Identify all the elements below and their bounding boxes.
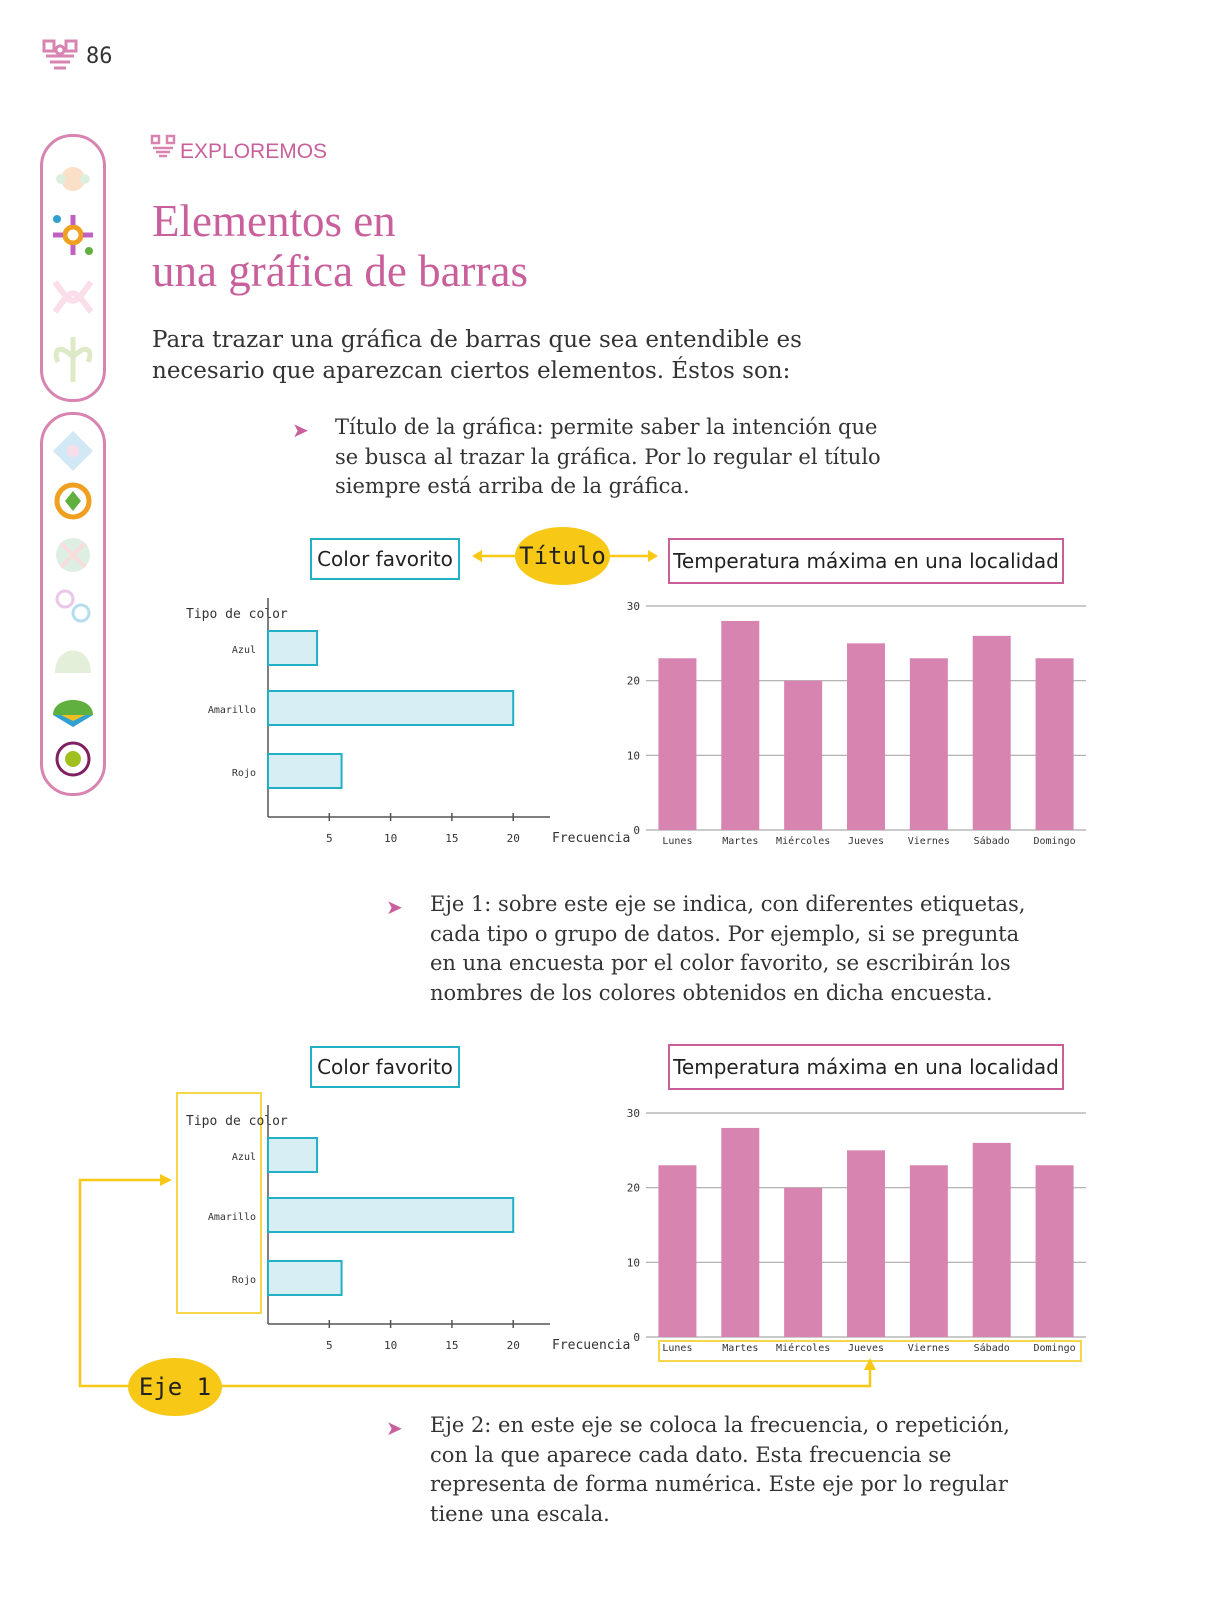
x-axis-label: Frecuencia [552,1338,631,1353]
bar-sábado [973,636,1011,830]
bar-azul [268,631,317,665]
sidebar-icons-bottom [43,415,103,793]
category-label: Amarillo [207,705,256,716]
titulo-callout [515,527,610,585]
bar-domingo [1036,658,1074,830]
favorite-color-chart-2 [180,1103,631,1363]
diamond-icon [53,431,93,471]
bar-miércoles [784,681,822,830]
bar-lunes [658,658,696,830]
category-label: Viernes [907,1343,950,1354]
bullet-titulo: Título de la gráfica: permite saber la intención que se busca al trazar la gráfica. Por lo regular el título siempre está arriba de la gráfica. [335,415,881,498]
intro-paragraph: Para trazar una gráfica de barras que sea entendible es necesario que aparezcan ciertos elementos. Éstos son: [152,327,802,384]
bar-rojo [268,1261,342,1295]
chart1-title-box [310,538,460,580]
chart1-title: Color favorito [317,547,453,571]
bullet-arrow-icon: ➤ [386,895,403,919]
target-icon [57,485,89,517]
temperature-chart-2 [620,1103,1095,1363]
category-label: Lunes [662,1343,693,1354]
sun-figure-icon [53,215,93,255]
category-label: Rojo [231,1275,256,1286]
shell-icon [55,651,91,674]
category-label: Jueves [847,1343,885,1354]
y-axis-label: Tipo de color [186,1114,288,1129]
y-tick-label: 30 [626,600,640,613]
x-tick-label: 20 [506,832,520,845]
category-label: Miércoles [776,1343,831,1354]
knot-icon [55,282,91,312]
bar-jueves [847,643,885,830]
section-ornament-icon [150,134,176,158]
category-label: Viernes [907,836,950,847]
bar-amarillo [268,1198,513,1232]
bar-azul [268,1138,317,1172]
sidebar-strip-top [40,134,106,402]
chart4-title: Temperatura máxima en una localidad [673,1055,1059,1079]
bullet-eje1: Eje 1: sobre este eje se indica, con diferentes etiquetas, cada tipo o grupo de datos. Por ejemplo, si se pregunta en una encuesta por el color favorito, se escribirán los nombres de los colores obtenidos en dicha encuesta. [430,892,1026,1005]
bar-viernes [910,658,948,830]
chart4-title-box [668,1044,1064,1090]
x-tick-label: 15 [445,1339,459,1352]
chart2-title: Temperatura máxima en una localidad [673,549,1059,573]
leaf-figure-icon [56,337,90,382]
y-tick-label: 20 [626,674,640,688]
titulo-callout-label: Título [519,542,606,570]
bullet-eje2: Eje 2: en este eje se coloca la frecuencia, o repetición, con la que aparece cada dato. Esta frecuencia se representa de forma numérica. Este eje por lo regular tiene una escala. [430,1413,1010,1526]
category-label: Jueves [847,836,885,847]
bar-martes [721,621,759,830]
category-label: Miércoles [776,836,831,847]
x-tick-label: 10 [383,1339,398,1352]
title-line-1: Elementos en [152,196,396,246]
category-label: Martes [722,1343,759,1354]
y-tick-label: 30 [626,1107,640,1120]
chart3-title: Color favorito [317,1055,453,1079]
favorite-color-chart [180,596,631,856]
bullet-arrow-icon: ➤ [386,1416,403,1440]
flower-icon [56,167,90,191]
eje1-callout-label: Eje 1 [138,1373,212,1401]
x-tick-label: 20 [506,1339,520,1352]
bullet-arrow-icon: ➤ [292,418,309,442]
bar-viernes [910,1165,948,1337]
bar-sábado [973,1143,1011,1337]
bar-miércoles [784,1188,822,1337]
y-tick-label: 10 [626,1256,640,1270]
chart2-title-box [668,538,1064,584]
category-label: Amarillo [207,1212,256,1223]
page-ornament-icon [40,38,80,74]
section-label: EXPLOREMOS [180,140,328,163]
sidebar-icons-top [43,137,103,399]
y-tick-label: 0 [633,824,640,837]
y-axis-label: Tipo de color [186,607,288,622]
category-label: Lunes [662,836,693,847]
cross-circle-icon [56,538,90,572]
y-tick-label: 0 [633,1331,640,1344]
title-line-2: una gráfica de barras [152,246,529,296]
page-number: 86 [86,44,113,69]
eje1-callout [128,1358,222,1416]
x-tick-label: 15 [445,832,459,845]
bar-martes [721,1128,759,1337]
category-label: Sábado [973,836,1010,847]
x-tick-label: 10 [383,832,398,845]
fan-icon [53,700,93,727]
bar-rojo [268,754,342,788]
link-icon [57,591,89,621]
x-tick-label: 5 [325,1339,333,1352]
page-title [152,196,528,296]
bar-amarillo [268,691,513,725]
category-label: Martes [722,836,759,847]
temperature-chart [620,596,1095,856]
sidebar-strip-bottom [40,412,106,796]
category-label: Azul [231,1152,256,1163]
x-axis-label: Frecuencia [552,831,631,846]
bar-domingo [1036,1165,1074,1337]
chart3-title-box [310,1046,460,1088]
category-label: Rojo [231,768,256,779]
category-label: Azul [231,645,256,656]
y-tick-label: 20 [626,1181,640,1195]
x-tick-label: 5 [325,832,333,845]
category-label: Domingo [1033,836,1076,847]
bar-jueves [847,1150,885,1337]
bar-lunes [658,1165,696,1337]
y-tick-label: 10 [626,749,640,763]
splash-circle-icon [57,743,89,775]
category-label: Sábado [973,1343,1010,1354]
category-label: Domingo [1033,1343,1076,1354]
